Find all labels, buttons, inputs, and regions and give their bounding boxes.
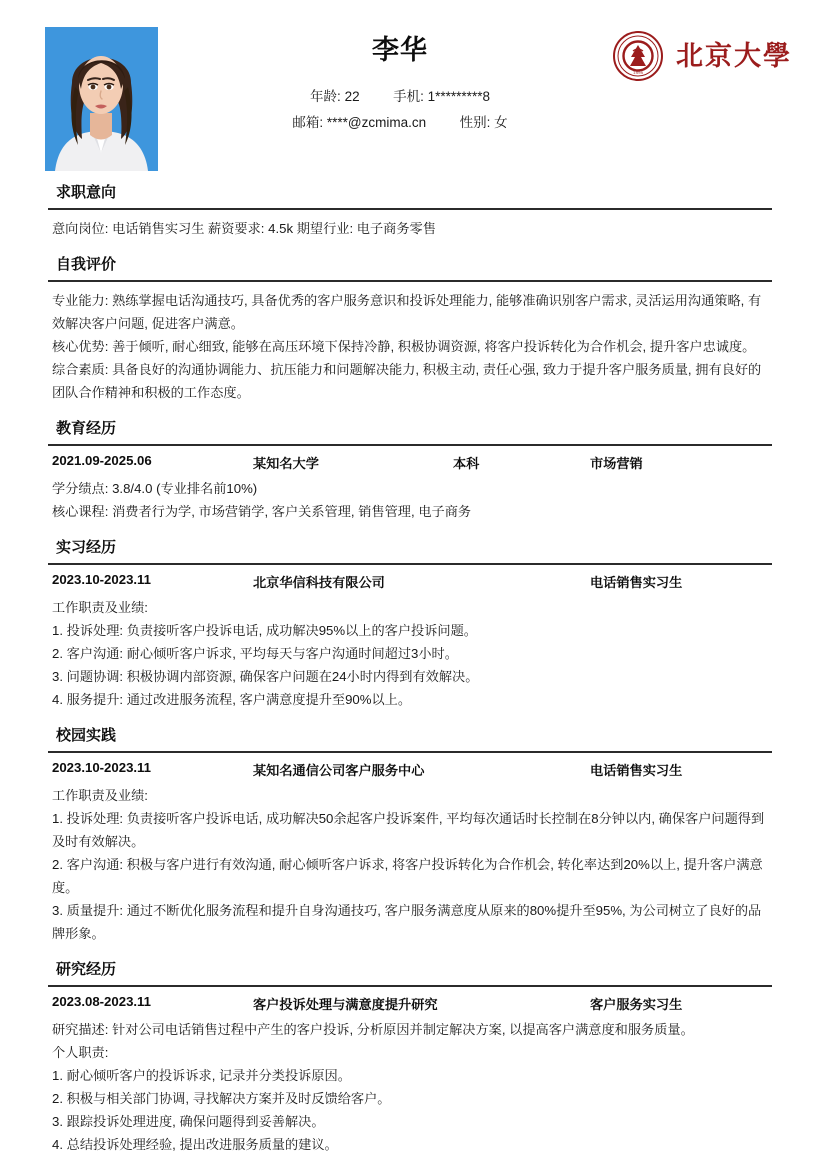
section-internship <box>0 537 820 711</box>
divider <box>48 208 772 210</box>
section-title-self-evaluation: 自我评价 <box>56 256 117 273</box>
spacer <box>0 945 820 959</box>
detail-line: 3. 跟踪投诉处理进度, 确保问题得到妥善解决。 <box>52 1114 325 1129</box>
detail-line: 1. 投诉处理: 负责接听客户投诉电话, 成功解决95%以上的客户投诉问题。 <box>52 623 477 638</box>
paragraph: 综合素质: 具备良好的沟通协调能力、抗压能力和问题解决能力, 积极主动, 责任心强, 致力于提升客户服务质量, 拥有良好的团队合作精神和积极的工作态度。 <box>52 362 762 400</box>
section-title-research: 研究经历 <box>56 961 117 978</box>
section-research <box>0 959 820 1156</box>
research-topic: 客户投诉处理与满意度提升研究 <box>253 997 438 1012</box>
education-details <box>48 477 772 523</box>
education-entry-row <box>48 453 772 477</box>
detail-line: 4. 总结投诉处理经验, 提出改进服务质量的建议。 <box>52 1137 338 1152</box>
contact-row-2 <box>190 110 610 136</box>
field-email-value: ****@zcmima.cn <box>326 115 427 130</box>
paragraph: 核心优势: 善于倾听, 耐心细致, 能够在高压环境下保持冷静, 积极协调资源, 将客户投诉转化为合作机会, 提升客户忠诚度。 <box>52 339 756 354</box>
section-title-job-intent: 求职意向 <box>56 184 117 201</box>
university-seal-icon <box>612 30 664 82</box>
detail-line: 1. 投诉处理: 负责接听客户投诉电话, 成功解决50余起客户投诉案件, 平均每次通话时长控制在8分钟以内, 确保客户问题得到及时有效解决。 <box>52 811 765 849</box>
section-education <box>0 418 820 523</box>
field-gender-label: 性别: <box>459 115 491 130</box>
detail-line: 4. 服务提升: 通过改进服务流程, 客户满意度提升至90%以上。 <box>52 692 412 707</box>
svg-text:1898: 1898 <box>632 70 644 75</box>
page-title: 李华 <box>372 35 428 65</box>
detail-line: 学分绩点: 3.8/4.0 (专业排名前10%) <box>52 481 258 496</box>
job-intent-body <box>48 217 772 240</box>
section-self-evaluation <box>0 254 820 404</box>
education-date: 2021.09-2025.06 <box>52 453 152 468</box>
campus-organization: 某知名通信公司客户服务中心 <box>253 763 425 778</box>
field-gender-value: 女 <box>494 115 508 130</box>
detail-line: 3. 问题协调: 积极协调内部资源, 确保客户问题在24小时内得到有效解决。 <box>52 669 479 684</box>
divider <box>48 280 772 282</box>
spacer <box>0 523 820 537</box>
internship-company: 北京华信科技有限公司 <box>253 575 385 590</box>
internship-entry-row <box>48 572 772 596</box>
field-phone <box>393 84 490 110</box>
divider <box>48 985 772 987</box>
detail-line: 核心课程: 消费者行为学, 市场营销学, 客户关系管理, 销售管理, 电子商务 <box>52 504 472 519</box>
research-date: 2023.08-2023.11 <box>52 994 152 1009</box>
job-intent-line: 意向岗位: 电话销售实习生 薪资要求: 4.5k 期望行业: 电子商务零售 <box>52 221 436 236</box>
avatar <box>45 27 158 171</box>
field-phone-label: 手机: <box>393 89 424 104</box>
detail-line: 工作职责及业绩: <box>52 600 148 615</box>
education-degree: 本科 <box>453 456 480 471</box>
detail-line: 2. 客户沟通: 积极与客户进行有效沟通, 耐心倾听客户诉求, 将客户投诉转化为合作机会, 转化率达到20%以上, 提升客户满意度。 <box>52 857 763 895</box>
field-email <box>292 110 426 136</box>
detail-line: 个人职责: <box>52 1045 109 1060</box>
education-school: 某知名大学 <box>253 456 319 471</box>
field-age-label: 年龄: <box>310 89 341 104</box>
research-role: 客户服务实习生 <box>590 997 683 1012</box>
resume-header <box>0 0 820 182</box>
detail-line: 3. 质量提升: 通过不断优化服务流程和提升自身沟通技巧, 客户服务满意度从原来的80%提升至95%, 为公司树立了良好的品牌形象。 <box>52 903 762 941</box>
campus-date: 2023.10-2023.11 <box>52 760 152 775</box>
section-job-intent <box>0 182 820 240</box>
section-campus-practice <box>0 725 820 945</box>
section-title-internship: 实习经历 <box>56 539 117 556</box>
campus-entry-row <box>48 760 772 784</box>
divider <box>48 444 772 446</box>
contact-info <box>190 84 610 136</box>
university-name: 北京大學 <box>676 40 792 71</box>
detail-line: 2. 客户沟通: 耐心倾听客户诉求, 平均每天与客户沟通时间超过3小时。 <box>52 646 458 661</box>
section-title-campus-practice: 校园实践 <box>56 727 117 744</box>
research-details <box>48 1018 772 1156</box>
detail-line: 研究描述: 针对公司电话销售过程中产生的客户投诉, 分析原因并制定解决方案, 以提高客户满意度和服务质量。 <box>52 1022 694 1037</box>
identity-block <box>190 30 610 136</box>
internship-details <box>48 596 772 711</box>
detail-line: 2. 积极与相关部门协调, 寻找解决方案并及时反馈给客户。 <box>52 1091 391 1106</box>
spacer <box>0 404 820 418</box>
spacer <box>0 711 820 725</box>
divider <box>48 563 772 565</box>
self-evaluation-body <box>48 289 772 404</box>
internship-date: 2023.10-2023.11 <box>52 572 152 587</box>
field-age-value: 22 <box>344 89 360 104</box>
education-major: 市场营销 <box>590 456 643 471</box>
field-gender <box>460 110 508 136</box>
contact-row-1 <box>190 84 610 110</box>
section-title-education: 教育经历 <box>56 420 117 437</box>
campus-role: 电话销售实习生 <box>590 763 683 778</box>
field-email-label: 邮箱: <box>292 115 324 130</box>
internship-role: 电话销售实习生 <box>590 575 683 590</box>
research-entry-row <box>48 994 772 1018</box>
paragraph: 专业能力: 熟练掌握电话沟通技巧, 具备优秀的客户服务意识和投诉处理能力, 能够准确识别客户需求, 灵活运用沟通策略, 有效解决客户问题, 促进客户满意。 <box>52 293 762 331</box>
divider <box>48 751 772 753</box>
detail-line: 1. 耐心倾听客户的投诉诉求, 记录并分类投诉原因。 <box>52 1068 351 1083</box>
spacer <box>0 240 820 254</box>
field-phone-value: 1*********8 <box>427 89 490 104</box>
campus-details <box>48 784 772 945</box>
detail-line: 工作职责及业绩: <box>52 788 148 803</box>
university-logo <box>612 30 792 82</box>
field-age <box>310 84 360 110</box>
